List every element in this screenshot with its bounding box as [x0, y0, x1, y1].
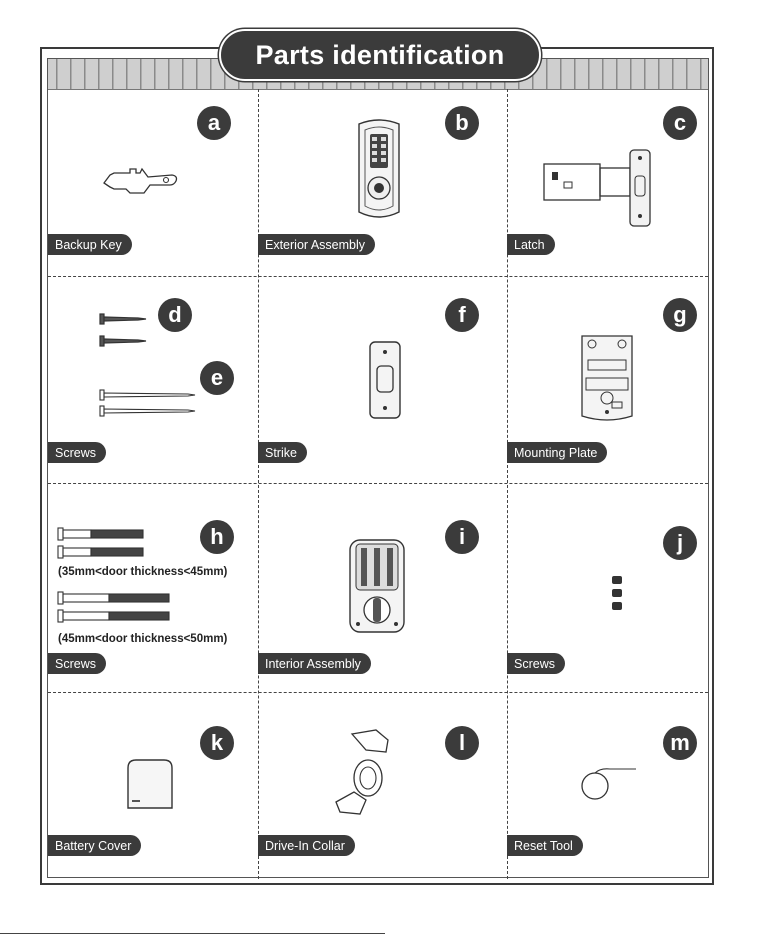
grid-divider-vertical-2 [507, 89, 508, 879]
part-letter-l: l [445, 726, 479, 760]
part-letter-a: a [197, 106, 231, 140]
interior-assembly-icon [346, 538, 408, 634]
bolt-screws-long-icon [56, 590, 174, 624]
exterior-assembly-icon [345, 116, 413, 226]
key-icon [100, 155, 180, 205]
drive-in-collar-icon [330, 726, 394, 818]
battery-cover-icon [124, 756, 176, 812]
part-label-screws-de: Screws [48, 442, 106, 463]
latch-icon [540, 148, 660, 228]
part-letter-m: m [663, 726, 697, 760]
part-label-interior-assembly: Interior Assembly [258, 653, 371, 674]
part-letter-c: c [663, 106, 697, 140]
bolt-screws-icon [56, 526, 148, 560]
note-door-thickness-35-45: (35mm<door thickness<45mm) [58, 566, 228, 578]
reset-tool-icon [580, 764, 640, 804]
part-letter-f: f [445, 298, 479, 332]
part-letter-j: j [663, 526, 697, 560]
long-screws-icon [98, 388, 198, 418]
part-label-screws-j: Screws [507, 653, 565, 674]
part-letter-e: e [200, 361, 234, 395]
short-screws-icon [98, 310, 148, 352]
part-label-battery-cover: Battery Cover [48, 835, 141, 856]
grid-divider-horizontal-2 [48, 483, 708, 484]
part-letter-i: i [445, 520, 479, 554]
small-screws-icon [610, 574, 624, 612]
part-label-screws-h: Screws [48, 653, 106, 674]
part-label-exterior-assembly: Exterior Assembly [258, 234, 375, 255]
part-letter-h: h [200, 520, 234, 554]
part-label-backup-key: Backup Key [48, 234, 132, 255]
part-letter-b: b [445, 106, 479, 140]
footer-rule [0, 933, 385, 934]
part-label-drive-in-collar: Drive-In Collar [258, 835, 355, 856]
part-label-mounting-plate: Mounting Plate [507, 442, 607, 463]
part-label-latch: Latch [507, 234, 555, 255]
note-door-thickness-45-50: (45mm<door thickness<50mm) [58, 633, 228, 645]
part-letter-d: d [158, 298, 192, 332]
grid-divider-vertical-1 [258, 89, 259, 879]
part-label-reset-tool: Reset Tool [507, 835, 583, 856]
part-label-strike: Strike [258, 442, 307, 463]
grid-divider-horizontal-1 [48, 276, 708, 277]
strike-icon [368, 340, 402, 420]
part-letter-g: g [663, 298, 697, 332]
mounting-plate-icon [576, 332, 638, 424]
part-letter-k: k [200, 726, 234, 760]
grid-divider-horizontal-3 [48, 692, 708, 693]
page-title: Parts identification [219, 29, 541, 81]
